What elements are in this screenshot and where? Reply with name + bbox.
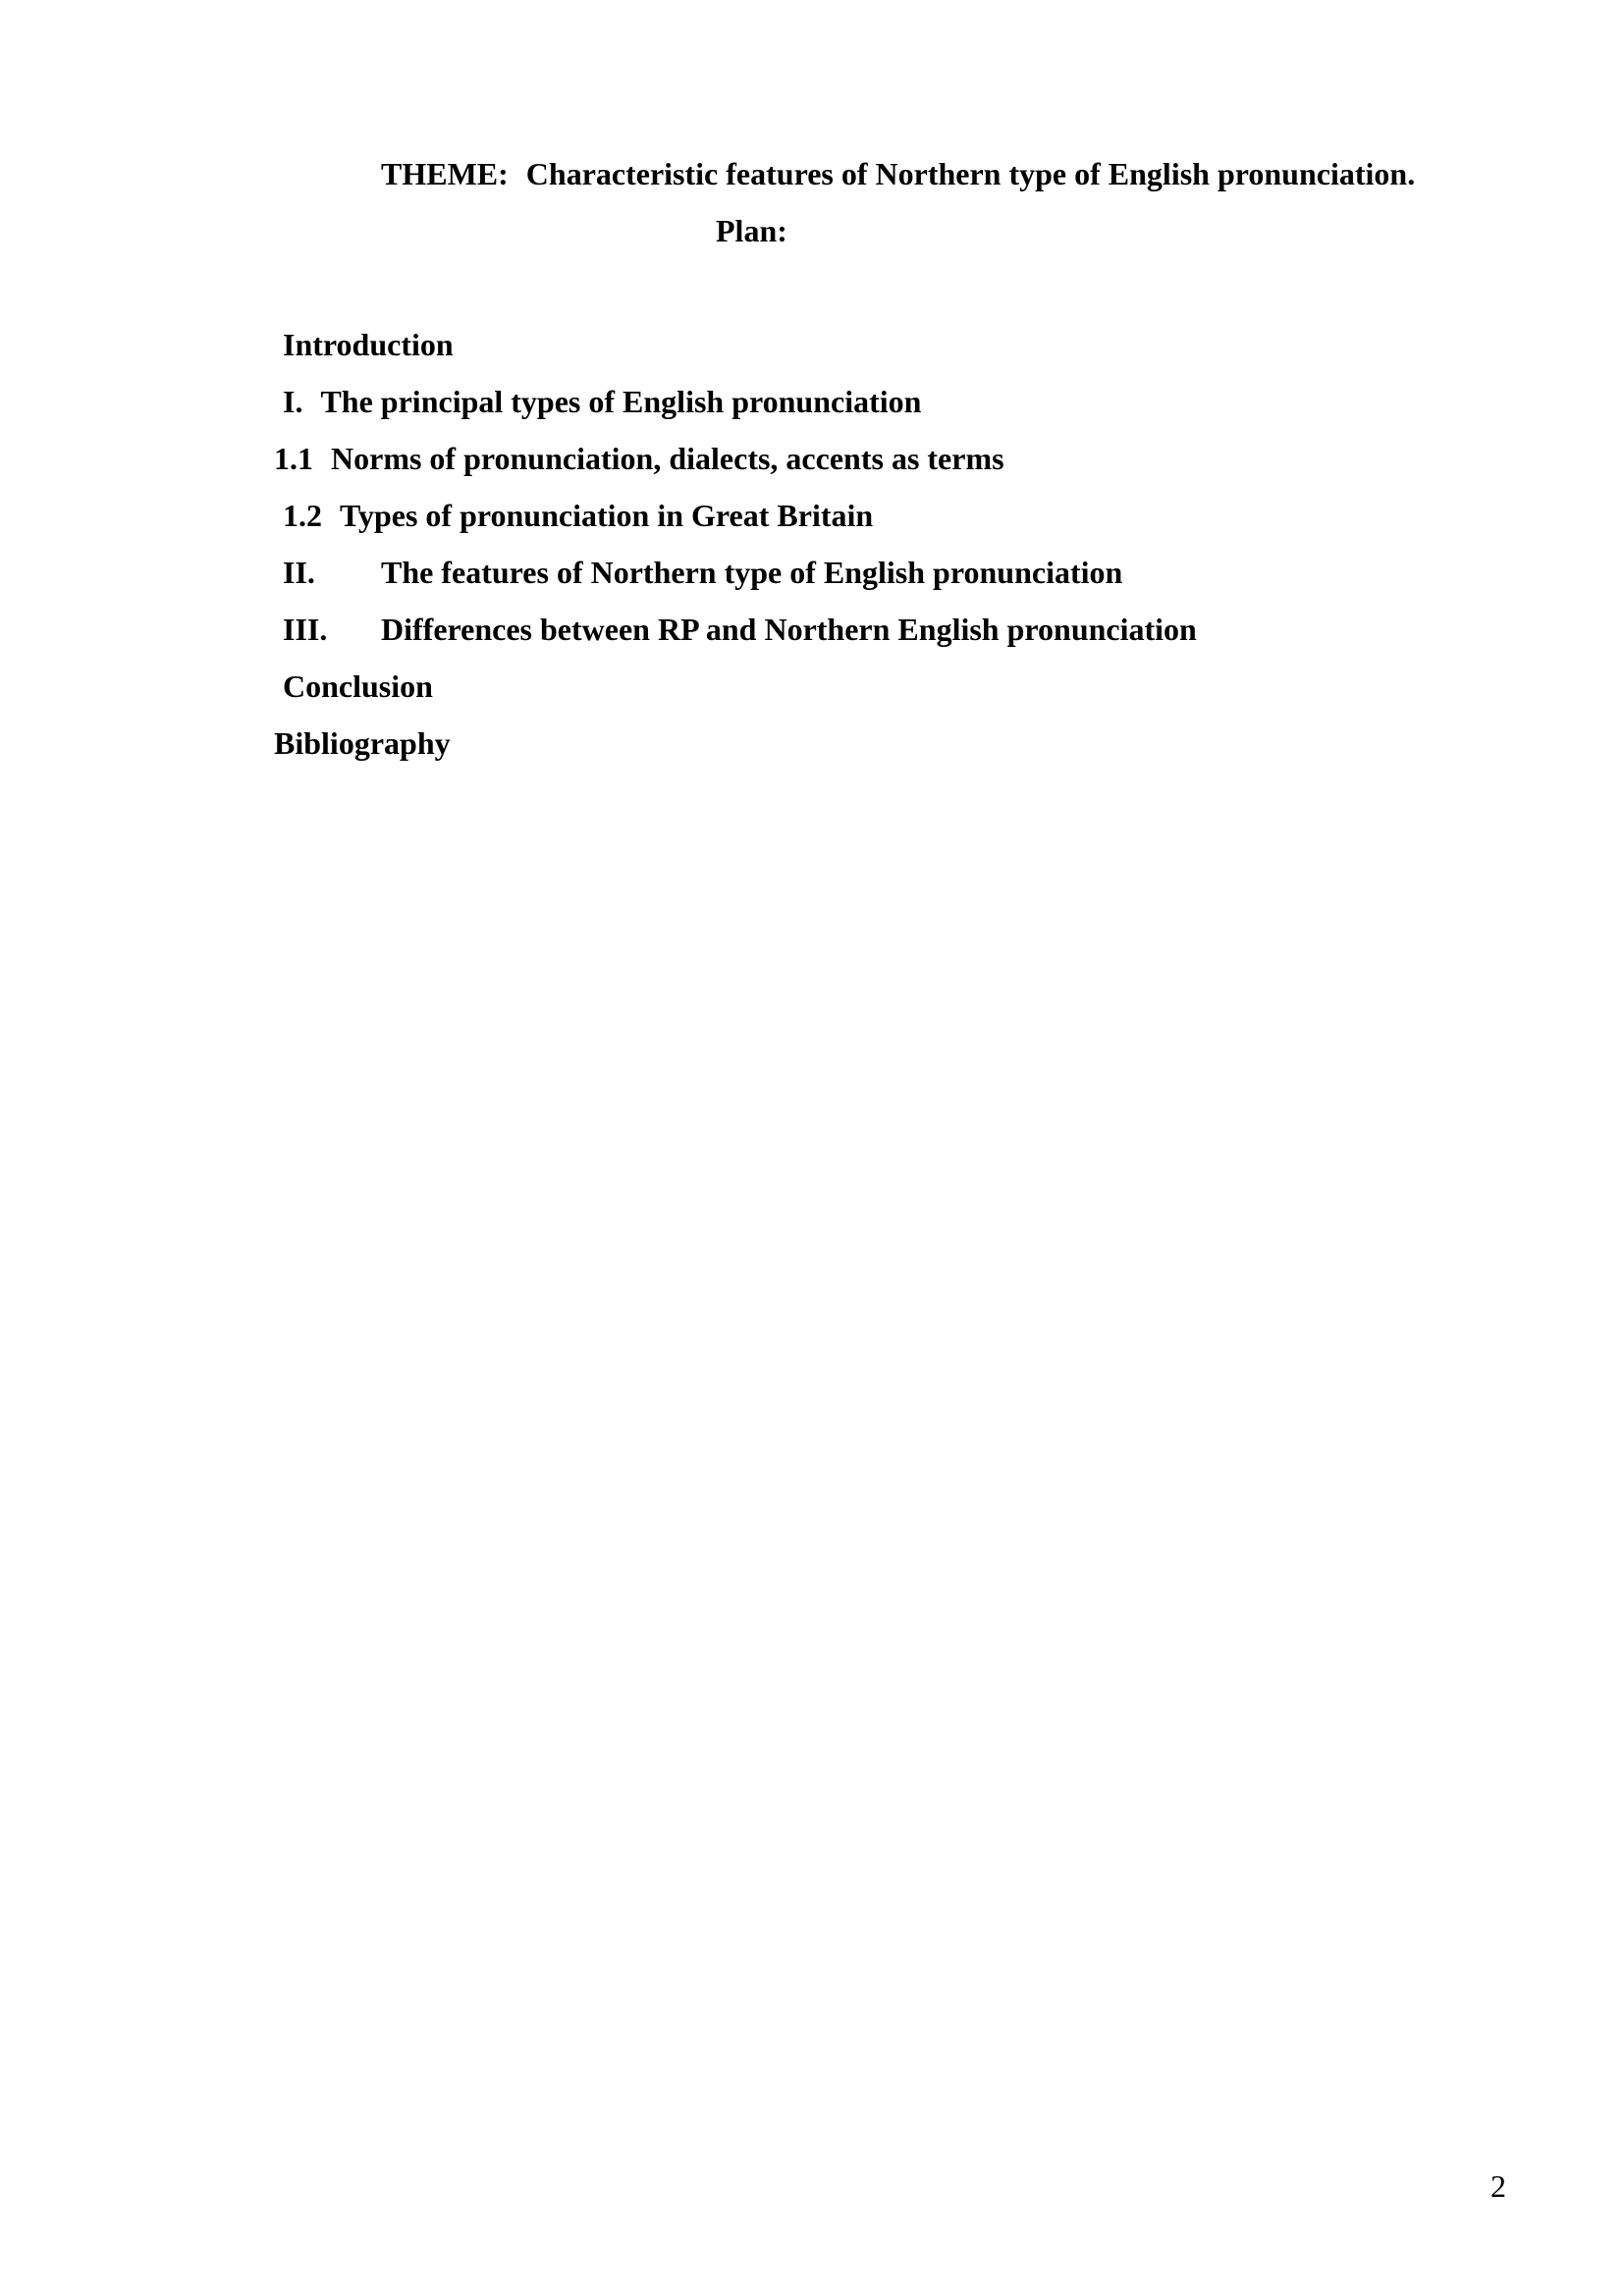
toc-item-number: III. bbox=[283, 612, 328, 647]
toc-item-bibliography bbox=[274, 723, 451, 763]
toc-item-text: The principal types of English pronunciation bbox=[320, 384, 922, 419]
page-number: 2 bbox=[1490, 2168, 1506, 2204]
toc-item-text: Types of pronunciation in Great Britain bbox=[340, 498, 874, 533]
toc-item-conclusion bbox=[283, 667, 433, 706]
toc-item-number: I. bbox=[283, 384, 303, 419]
theme-label: THEME: bbox=[381, 156, 509, 191]
theme-title: Characteristic features of Northern type of English pronunciation. bbox=[525, 156, 1416, 191]
toc-item-text: Differences between RP and Northern English pronunciation bbox=[381, 612, 1197, 647]
toc-item-number: 1.2 bbox=[283, 498, 322, 533]
toc-item-introduction bbox=[283, 325, 454, 364]
toc-item-number: 1.1 bbox=[274, 441, 313, 476]
toc-item-section-3 bbox=[283, 610, 1197, 649]
toc-item-text: Introduction bbox=[283, 327, 454, 362]
theme-heading bbox=[381, 154, 1415, 193]
toc-item-section-2 bbox=[283, 553, 1122, 592]
toc-item-section-1-1 bbox=[274, 439, 1004, 478]
toc-item-section-1 bbox=[283, 382, 921, 421]
toc-item-text: Norms of pronunciation, dialects, accents as terms bbox=[331, 441, 1004, 476]
plan-heading: Plan: bbox=[716, 213, 787, 248]
toc-item-section-1-2 bbox=[283, 496, 873, 535]
toc-item-number: II. bbox=[283, 555, 315, 590]
toc-item-text: Conclusion bbox=[283, 668, 433, 704]
toc-item-text: The features of Northern type of English pronunciation bbox=[381, 555, 1123, 590]
toc-item-text: Bibliography bbox=[274, 725, 451, 761]
